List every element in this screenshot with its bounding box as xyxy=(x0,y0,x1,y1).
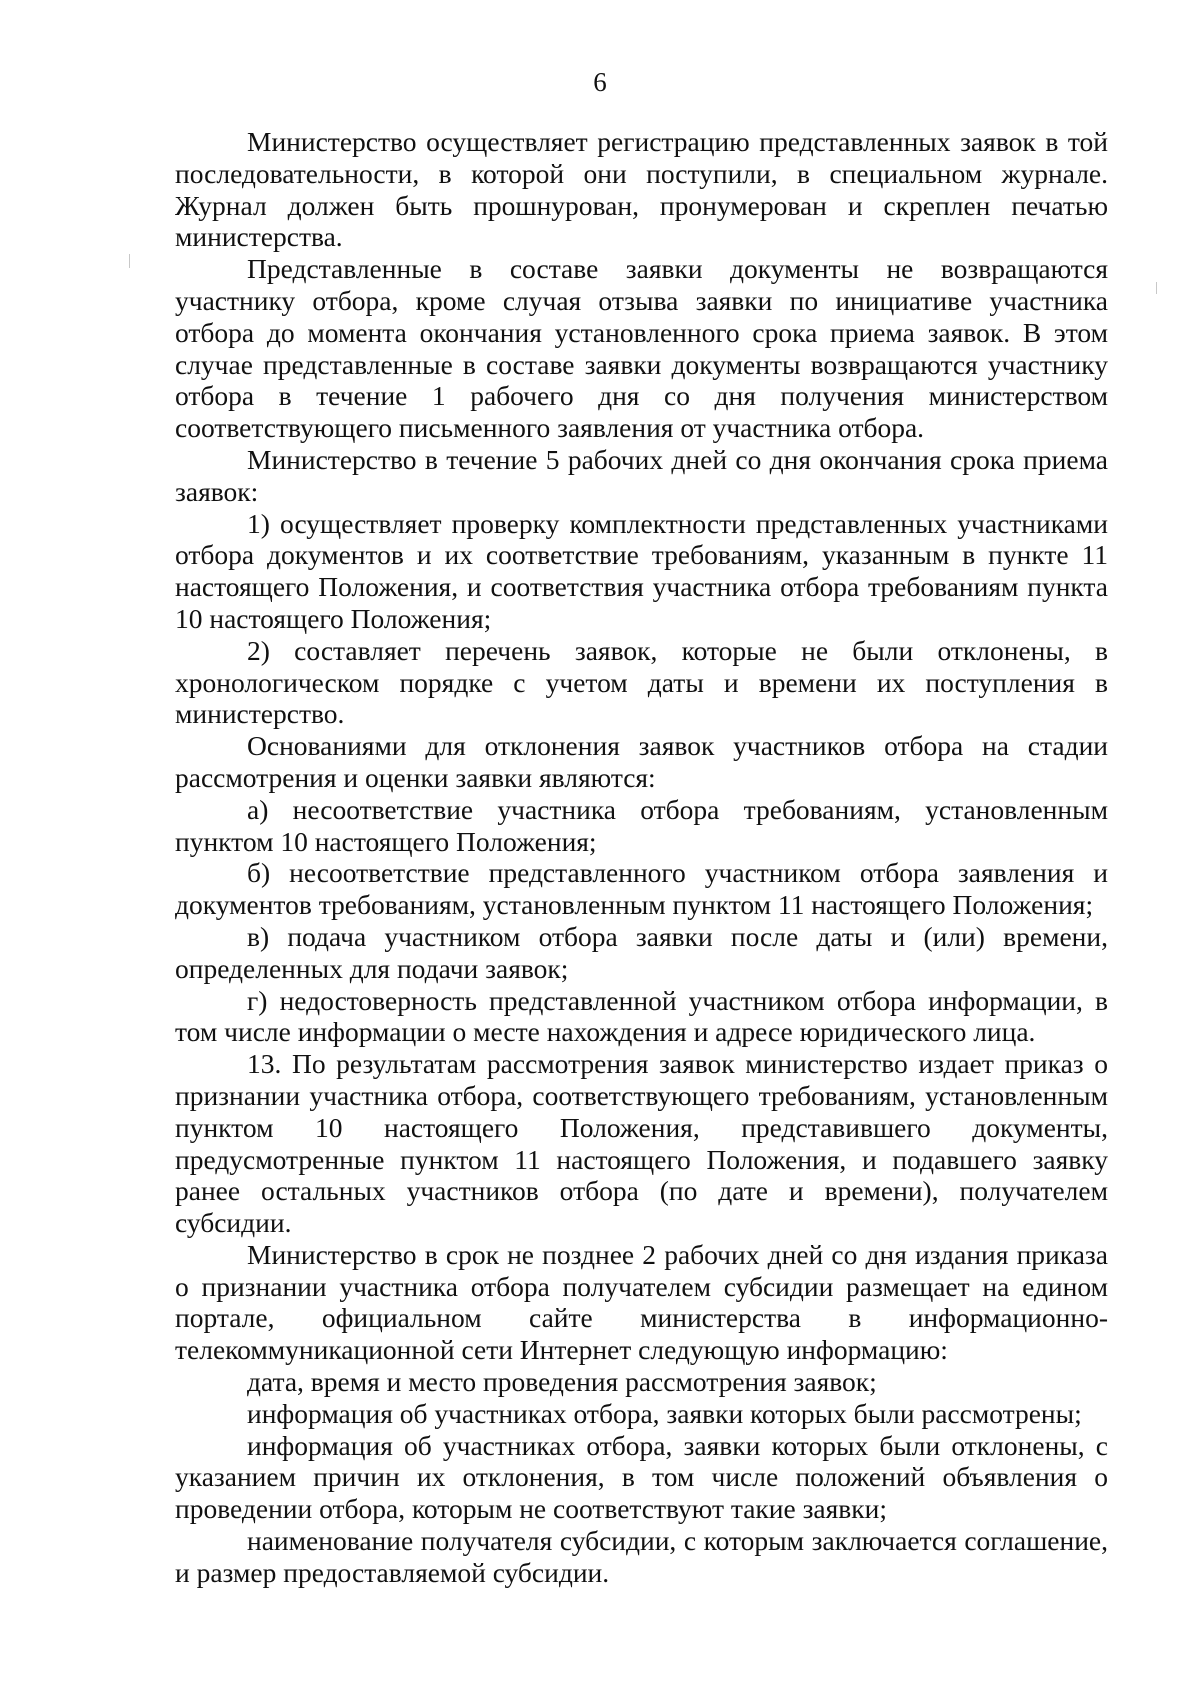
paragraph-review-period: Министерство в течение 5 рабочих дней со дня окончания срока приема заявок: xyxy=(175,443,1108,507)
paragraph-item-2: 2) составляет перечень заявок, которые не были отклонены, в хронологическом порядке с учетом даты и времени их поступления в министерство. xyxy=(175,634,1108,730)
paragraph-info-reviewed: информация об участниках отбора, заявки которых были рассмотрены; xyxy=(247,1397,1082,1429)
paragraph-item-b: б) несоответствие представленного участником отбора заявления и документов требованиям, установленным пунктом 11 настоящего Положения; xyxy=(175,857,1108,921)
paragraph-info-recipient: наименование получателя субсидии, с которым заключается соглашение, и размер предоставляемой субсидии. xyxy=(175,1525,1108,1588)
paragraph-info-date: дата, время и место проведения рассмотрения заявок; xyxy=(247,1366,877,1398)
paragraph-rejection-grounds: Основаниями для отклонения заявок участников отбора на стадии рассмотрения и оценки заявки являются: xyxy=(175,730,1108,793)
paragraph-item-1: 1) осуществляет проверку комплектности представленных участниками отбора документов и их соответствие требованиям, указанным в пункте 11 настоящего Положения, и соответствия участника отбора требованиям пункта 10 настоящего Положения; xyxy=(175,507,1108,634)
paragraph-item-a: а) несоответствие участника отбора требованиям, установленным пунктом 10 настоящего Положения; xyxy=(175,793,1108,857)
paragraph-item-v: в) подача участником отбора заявки после даты и (или) времени, определенных для подачи заявок; xyxy=(175,920,1108,984)
paragraph-clause-13: 13. По результатам рассмотрения заявок министерство издает приказ о признании участника отбора, соответствующего требованиям, установленным пунктом 10 настоящего Положения, представившего документы, предусмотренные пунктом 11 настоящего Положения, и подавшего заявку ранее остальных участников отбора (по дате и времени), получателем субсидии. xyxy=(175,1048,1108,1239)
paragraph-publication: Министерство в срок не позднее 2 рабочих дней со дня издания приказа о признании участника отбора получателем субсидии размещает на едином портале, официальном сайте министерства в информационно-телекоммуникационной сети Интернет следующую информацию: xyxy=(175,1238,1108,1366)
page-number: 6 xyxy=(593,67,607,97)
document-body xyxy=(175,126,1108,1589)
scan-artifact-left xyxy=(129,254,130,268)
paragraph-info-rejected: информация об участниках отбора, заявки которых были отклонены, с указанием причин их отклонения, в том числе положений объявления о проведении отбора, которым не соответствуют такие заявки; xyxy=(175,1429,1108,1525)
paragraph-item-g: г) недостоверность представленной участником отбора информации, в том числе информации о месте нахождения и адресе юридического лица. xyxy=(175,984,1108,1048)
paragraph-documents-return: Представленные в составе заявки документы не возвращаются участнику отбора, кроме случая отзыва заявки по инициативе участника отбора до момента окончания установленного срока приема заявок. В этом случае представленные в составе заявки документы возвращаются участнику отбора в течение 1 рабочего дня со дня получения министерством соответствующего письменного заявления от участника отбора. xyxy=(175,253,1108,444)
scan-artifact-right xyxy=(1156,282,1157,294)
paragraph-registration: Министерство осуществляет регистрацию представленных заявок в той последовательности, в которой они поступили, в специальном журнале. Журнал должен быть прошнурован, пронумерован и скреплен печатью министерства. xyxy=(175,126,1108,253)
